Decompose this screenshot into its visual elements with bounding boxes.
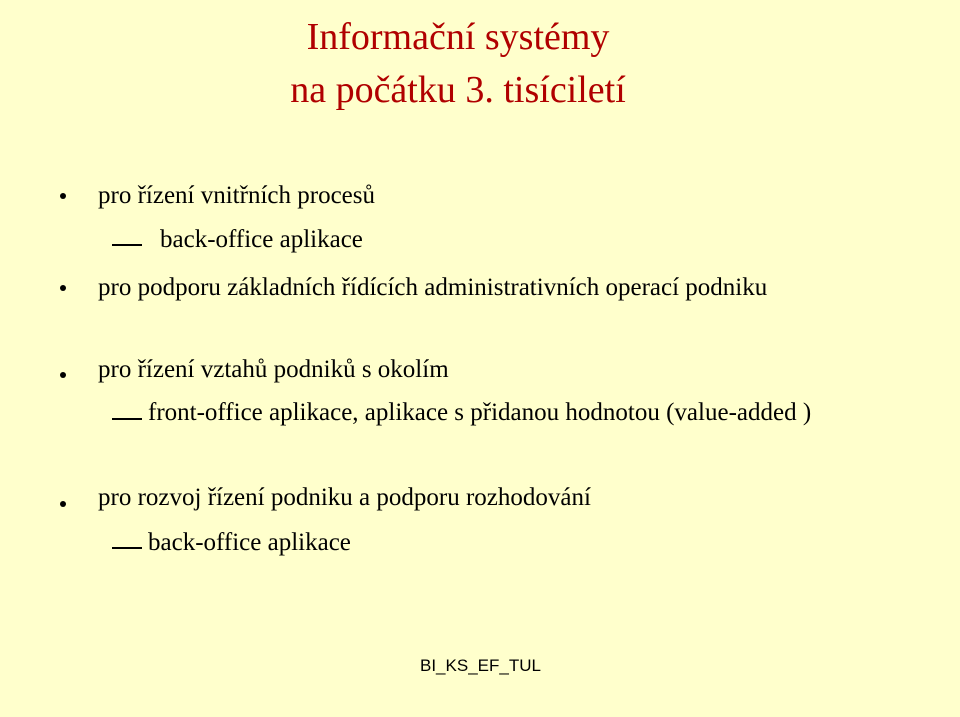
bullet-icon: [60, 193, 66, 199]
bullet-item-2: pro podporu základních řídících administrativních operací podniku: [98, 274, 768, 301]
dash-icon: [112, 547, 142, 549]
sub-item-2: front-office aplikace, aplikace s přidanou hodnotou (value-added ): [148, 399, 812, 426]
dash-icon: [112, 244, 142, 246]
bullet-item-1: pro řízení vnitřních procesů: [98, 182, 375, 209]
bullet-item-3: pro řízení vztahů podniků s okolím: [98, 356, 449, 383]
bullet-icon: [60, 372, 66, 378]
slide-title-line1: Informační systémy: [306, 16, 610, 58]
bullet-icon: [60, 501, 66, 507]
slide-footer: BI_KS_EF_TUL: [420, 656, 541, 675]
sub-item-3: back-office aplikace: [148, 529, 351, 556]
sub-item-1: back-office aplikace: [160, 226, 363, 253]
bullet-item-4: pro rozvoj řízení podniku a podporu rozhodování: [98, 484, 591, 511]
dash-icon: [112, 418, 142, 420]
bullet-icon: [60, 285, 66, 291]
slide-title-line2: na počátku 3. tisíciletí: [290, 69, 626, 111]
